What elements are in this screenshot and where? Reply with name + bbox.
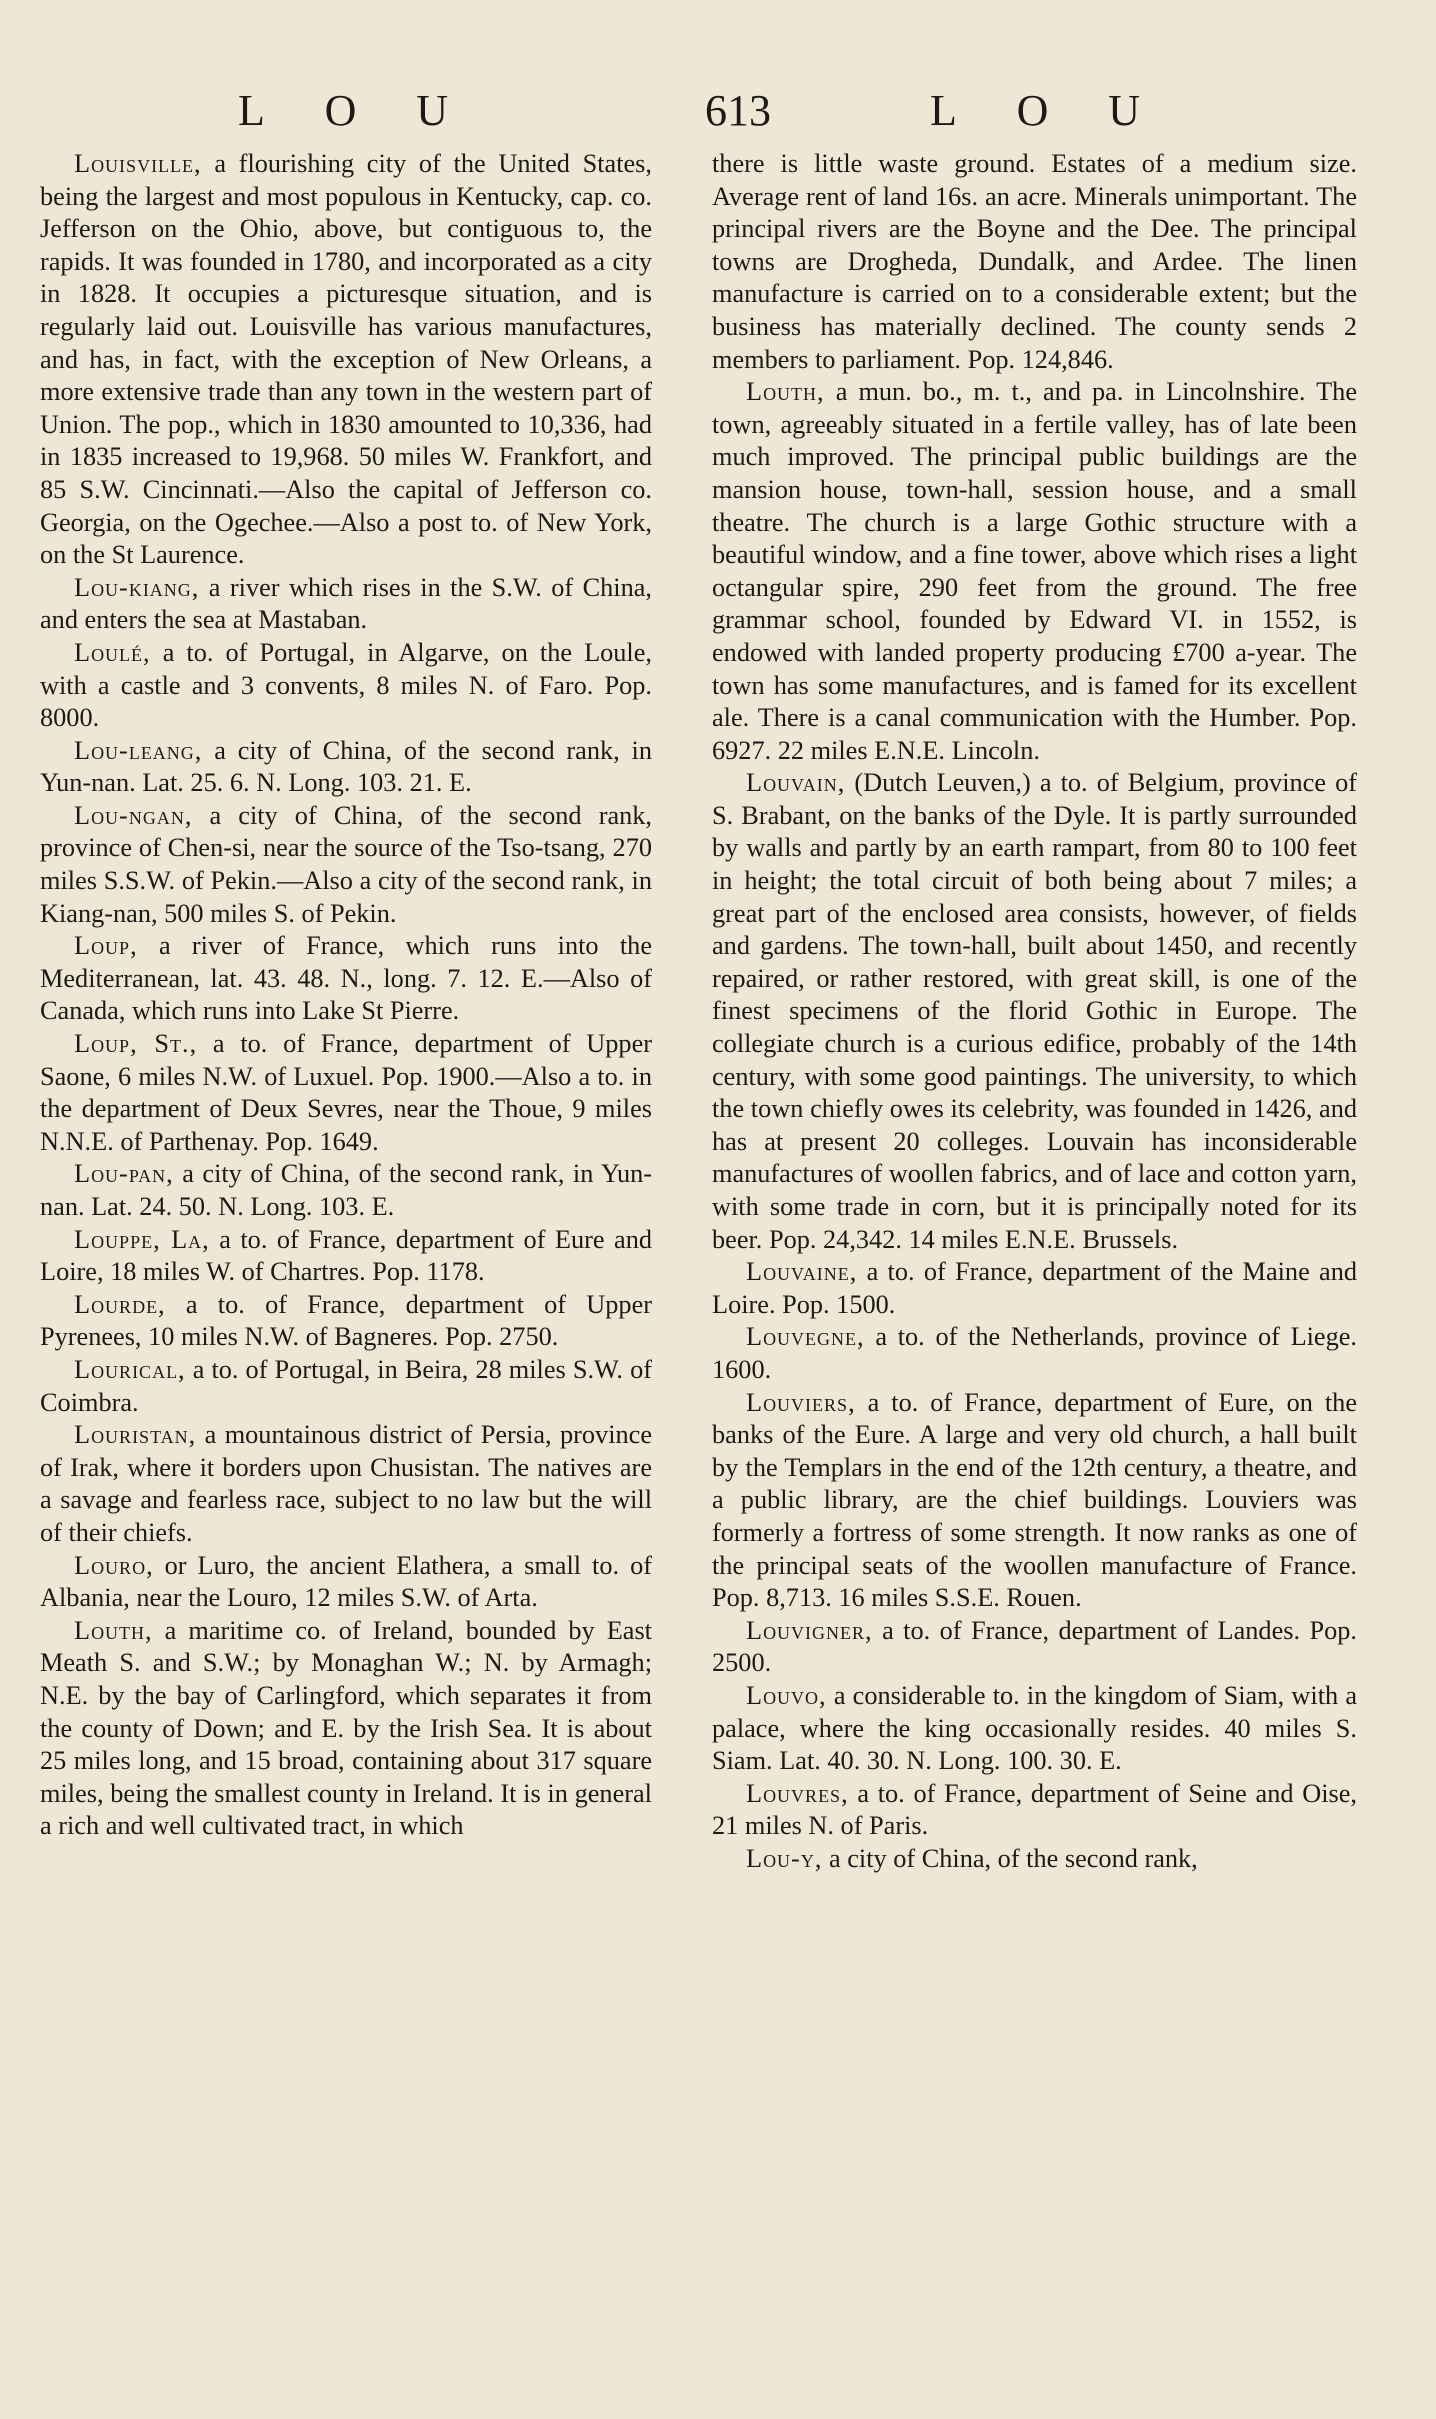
entry-text: a city of China, of the second rank,	[822, 1843, 1198, 1873]
gazetteer-entry	[40, 572, 652, 637]
entry-headword: Loup,	[74, 931, 138, 961]
entry-text: a to. of France, department of Eure and Loire, 18 miles W. of Chartres. Pop. 1178.	[40, 1224, 652, 1287]
entry-text: a river of France, which runs into the Mediterranean, lat. 43. 48. N., long. 7. 12. E.—Also of Canada, which runs into Lake St Pierre.	[40, 931, 652, 1026]
entry-headword: Louth,	[74, 1615, 153, 1645]
gazetteer-entry	[40, 800, 652, 930]
header-right-guide-letters	[930, 86, 1140, 136]
header-letter: L	[930, 86, 957, 135]
entry-headword: Loup, St.,	[74, 1029, 198, 1059]
running-header	[238, 86, 1238, 136]
header-letter: U	[1108, 86, 1140, 135]
entry-headword: Louisville,	[74, 149, 202, 178]
header-letter: O	[324, 86, 357, 135]
entry-text: a mun. bo., m. t., and pa. in Lincolnshire. The town, agreeably situated in a fertile valley, has of late been much improved. The principal public buildings are the mansion house, town-hall, session house, and a small theatre. The church is a large Gothic structure with a beautiful window, and a fine tower, above which rises a light octangular spire, 290 feet from the ground. The free grammar school, founded by Edward VI. in 1552, is endowed with landed property producing £700 a-year. The town has some manufactures, and is famed for its excellent ale. There is a canal communication with the Humber. Pop. 6927. 22 miles E.N.E. Lincoln.	[712, 377, 1357, 765]
entry-headword: Louppe, La,	[74, 1224, 210, 1254]
entry-text: a river which rises in the S.W. of China, and enters the sea at Mastaban.	[40, 572, 652, 635]
entry-headword: Louvigner,	[746, 1615, 873, 1645]
gazetteer-entry	[712, 1387, 1357, 1615]
entry-headword: Lou-y,	[746, 1843, 823, 1873]
entry-headword: Louro,	[74, 1550, 154, 1580]
page-number: 613	[705, 86, 771, 135]
entry-text: (Dutch Leuven,) a to. of Belgium, province of S. Brabant, on the banks of the Dyle. It is partly surrounded by walls and partly by an earth rampart, from 80 to 100 feet in height; the total circuit of both being about 7 miles; a great part of the enclosed area consists, however, of fields and gardens. The town-hall, built about 1450, and recently repaired, or rather restored, with great skill, is one of the finest specimens of the florid Gothic in Europe. The collegiate church is a curious edifice, probably of the 14th century, with some good paintings. The university, to which the town chiefly owes its celebrity, was founded in 1426, and has at present 20 colleges. Louvain has inconsiderable manufactures of woollen fabrics, and of lace and cotton yarn, with some trade in corn, but it is principally noted for its beer. Pop. 24,342. 14 miles E.N.E. Brussels.	[712, 768, 1357, 1254]
entry-text: a to. of France, department of the Maine and Loire. Pop. 1500.	[712, 1257, 1357, 1319]
gazetteer-entry	[40, 735, 652, 800]
entry-text: a to. of Portugal, in Algarve, on the Loule, with a castle and 3 convents, 8 miles N. of Faro. Pop. 8000.	[40, 637, 652, 733]
entry-text: there is little waste ground. Estates of a medium size. Average rent of land 16s. an acre. Minerals unimportant. The principal rivers are the Boyne and the Dee. The principal towns are Drogheda, Dundalk, and Ardee. The linen manufacture is carried on to a considerable extent; but the business has materially declined. The county sends 2 members to parliament. Pop. 124,846.	[712, 149, 1357, 374]
header-letter: U	[416, 86, 448, 135]
entry-headword: Lou-leang,	[74, 735, 203, 765]
entry-text: a city of China, of the second rank, province of Chen-si, near the source of the Tso-tsang, 270 miles S.S.W. of Pekin.—Also a city of the second rank, in Kiang-nan, 500 miles S. of Pekin.	[40, 800, 652, 928]
gazetteer-entry	[712, 1256, 1357, 1321]
header-left-guide-letters	[238, 86, 448, 136]
entry-text: a to. of France, department of Eure, on the banks of the Eure. A large and very old church, a hall built by the Templars in the end of the 12th century, a theatre, and a public library, are the chief buildings. Louviers was formerly a fortress of some strength. It now ranks as one of the principal seats of the woollen manufacture of France. Pop. 8,713. 16 miles S.S.E. Rouen.	[712, 1387, 1357, 1613]
gazetteer-entry	[40, 1224, 652, 1289]
entry-text: a to. of France, department of Landes. Pop. 2500.	[712, 1615, 1357, 1678]
gazetteer-entry	[40, 1550, 652, 1615]
entry-text: a mountainous district of Persia, province of Irak, where it borders upon Chusistan. The natives are a savage and fearless race, subject to no law but the will of their chiefs.	[40, 1420, 652, 1547]
gazetteer-entry	[40, 1289, 652, 1354]
entry-headword: Louvaine,	[746, 1257, 858, 1287]
gazetteer-entry	[712, 767, 1357, 1256]
entry-headword: Louvres,	[746, 1778, 849, 1808]
gazetteer-entry	[712, 1843, 1357, 1876]
header-letter: L	[238, 86, 265, 135]
entry-headword: Louviers,	[746, 1387, 856, 1417]
entry-headword: Lou-ngan,	[74, 800, 193, 830]
entry-text: a to. of France, department of Upper Pyrenees, 10 miles N.W. of Bagneres. Pop. 2750.	[40, 1289, 652, 1352]
gazetteer-entry	[40, 1158, 652, 1223]
entry-text: a considerable to. in the kingdom of Siam, with a palace, where the king occasionally resides. 40 miles S. Siam. Lat. 40. 30. N. Long. 100. 30. E.	[712, 1680, 1357, 1776]
entry-headword: Louvo,	[746, 1680, 827, 1710]
gazetteer-entry	[712, 1615, 1357, 1680]
entry-text: a flourishing city of the United States, being the largest and most populous in Kentucky, cap. co. Jefferson on the Ohio, above, but contiguous to, the rapids. It was founded in 1780, and incorporated as a city in 1828. It occupies a picturesque situation, and is regularly laid out. Louisville has various manufactures, and has, in fact, with the exception of New Orleans, a more extensive trade than any town in the western part of Union. The pop., which in 1830 amounted to 10,336, had in 1835 increased to 19,968. 50 miles W. Frankfort, and 85 S.W. Cincinnati.—Also the capital of Jefferson co. Georgia, on the Ogechee.—Also a post to. of New York, on the St Laurence.	[40, 149, 652, 570]
gazetteer-entry	[40, 1354, 652, 1419]
entry-headword: Lou-pan,	[74, 1159, 174, 1189]
entry-headword: Lou-kiang,	[74, 572, 200, 602]
gazetteer-entry	[40, 930, 652, 1028]
entry-headword: Louth,	[746, 377, 825, 407]
entry-text: a to. of France, department of Upper Saone, 6 miles N.W. of Luxuel. Pop. 1900.—Also a to. in the department of Deux Sevres, near the Thoue, 9 miles N.N.E. of Parthenay. Pop. 1649.	[40, 1029, 653, 1156]
entry-headword: Lourical,	[74, 1354, 186, 1384]
header-letter: O	[1016, 86, 1049, 135]
entry-headword: Loulé,	[74, 637, 151, 667]
entry-headword: Lourde,	[74, 1289, 166, 1319]
entry-text: a city of China, of the second rank, in Yun-nan. Lat. 25. 6. N. Long. 103. 21. E.	[40, 735, 652, 798]
gazetteer-entry	[712, 1778, 1357, 1843]
gazetteer-entry	[712, 1321, 1357, 1386]
left-column	[40, 148, 652, 1843]
entry-headword: Louvain,	[746, 768, 846, 798]
gazetteer-entry	[712, 1680, 1357, 1778]
entry-text: a to. of France, department of Seine and Oise, 21 miles N. of Paris.	[712, 1778, 1357, 1841]
entry-text: a to. of the Netherlands, province of Liege. 1600.	[712, 1322, 1357, 1384]
gazetteer-entry	[40, 1419, 652, 1549]
gazetteer-entry	[40, 148, 652, 572]
entry-text: a city of China, of the second rank, in Yun-nan. Lat. 24. 50. N. Long. 103. E.	[40, 1159, 652, 1221]
gazetteer-entry	[712, 376, 1357, 767]
entry-text: a maritime co. of Ireland, bounded by East Meath S. and S.W.; by Monaghan W.; N. by Armagh; N.E. by the bay of Carlingford, which separates it from the county of Down; and E. by the Irish Sea. It is about 25 miles long, and 15 broad, containing about 317 square miles, being the smallest county in Ireland. It is in general a rich and well cultivated tract, in which	[40, 1615, 652, 1841]
entry-text: a to. of Portugal, in Beira, 28 miles S.W. of Coimbra.	[40, 1354, 652, 1417]
gazetteer-entry	[40, 637, 652, 735]
entry-headword: Louvegne,	[746, 1322, 865, 1352]
entry-text: or Luro, the ancient Elathera, a small to. of Albania, near the Louro, 12 miles S.W. of Arta.	[40, 1550, 652, 1613]
entry-headword: Louristan,	[74, 1420, 197, 1450]
right-column	[712, 148, 1357, 1875]
gazetteer-entry	[40, 1615, 652, 1843]
gazetteer-entry	[712, 148, 1357, 376]
gazetteer-entry	[40, 1028, 652, 1158]
